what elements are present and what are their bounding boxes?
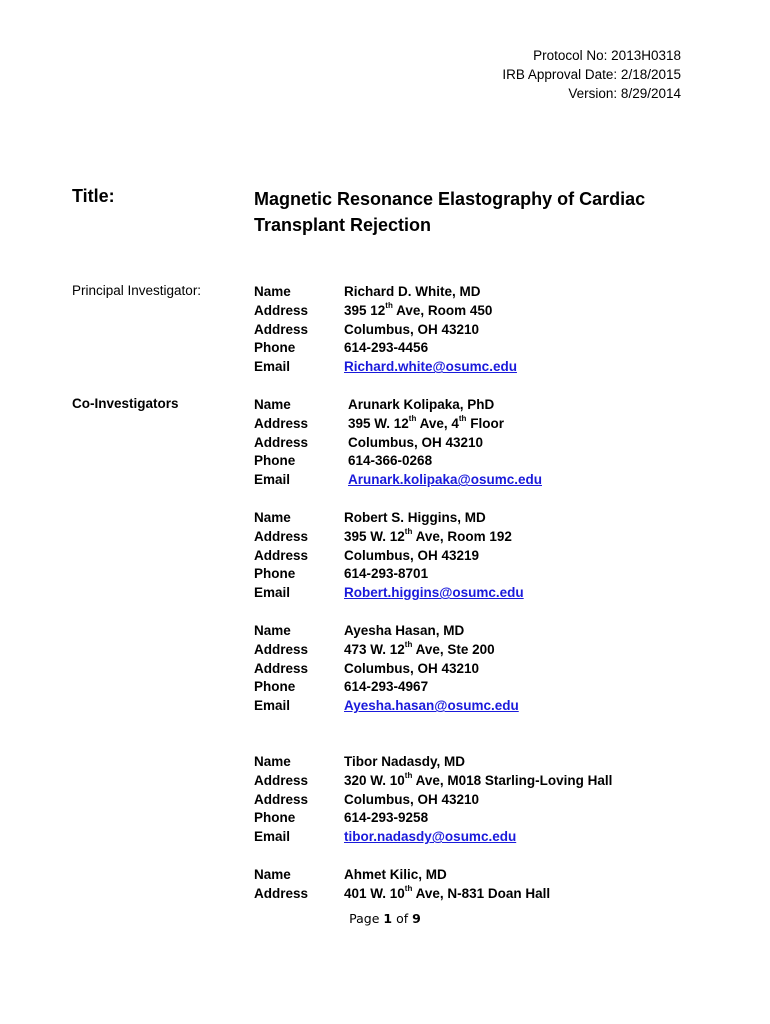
page-word: Page [349, 911, 380, 926]
pi-city-row [254, 321, 517, 340]
field-key: Email [254, 698, 291, 714]
name-row [254, 622, 519, 641]
field-key: Phone [254, 453, 296, 469]
co-investigator-block [254, 396, 542, 490]
field-key: Address [254, 641, 309, 657]
phone-row [254, 809, 612, 828]
pi-city: Columbus, OH 43210 [344, 321, 480, 337]
investigator-email-link[interactable]: Ayesha.hasan@osumc.edu [344, 698, 519, 714]
address-row [254, 885, 550, 904]
investigator-city: Columbus, OH 43219 [344, 547, 480, 563]
field-key: Name [254, 397, 291, 412]
investigator-phone: 614-366-0268 [348, 453, 433, 469]
investigator-city: Columbus, OH 43210 [344, 660, 480, 676]
principal-investigator-label: Principal Investigator: [72, 283, 202, 298]
field-key: Email [254, 359, 291, 375]
pi-name: Richard D. White, MD [344, 284, 481, 299]
investigator-email-link[interactable]: tibor.nadasdy@osumc.edu [344, 829, 517, 845]
page-footer [0, 911, 770, 926]
address-row [254, 772, 612, 791]
email-row [254, 471, 542, 490]
address-row [254, 528, 524, 547]
investigator-name: Ahmet Kilic, MD [344, 867, 447, 882]
pi-email-row [254, 358, 517, 377]
investigator-name: Robert S. Higgins, MD [344, 510, 486, 525]
field-key: Email [254, 585, 291, 601]
name-row [254, 396, 542, 415]
email-row [254, 584, 524, 603]
investigator-address: 395 W. 12th Ave, 4th Floor [348, 414, 504, 431]
field-key: Address [254, 547, 309, 563]
field-key: Name [254, 284, 291, 299]
name-row [254, 753, 612, 772]
version-date: Version: 8/29/2014 [568, 86, 681, 101]
address-row [254, 415, 542, 434]
address-row [254, 641, 519, 660]
field-key: Name [254, 623, 291, 638]
investigator-name: Ayesha Hasan, MD [344, 623, 465, 638]
investigator-address: 473 W. 12th Ave, Ste 200 [344, 640, 495, 657]
field-key: Phone [254, 340, 296, 356]
investigator-city: Columbus, OH 43210 [344, 791, 480, 807]
city-row [254, 660, 519, 679]
field-key: Address [254, 885, 309, 901]
field-key: Phone [254, 810, 296, 826]
title-line-1: Magnetic Resonance Elastography of Cardiac [254, 189, 646, 209]
field-key: Address [254, 528, 309, 544]
total-pages: 9 [412, 911, 421, 926]
investigator-phone: 614-293-4967 [344, 679, 429, 695]
field-key: Address [254, 434, 309, 450]
field-key: Name [254, 867, 291, 882]
pi-address: 395 12th Ave, Room 450 [344, 301, 493, 318]
name-row [254, 509, 524, 528]
irb-approval-date: IRB Approval Date: 2/18/2015 [502, 67, 681, 82]
pi-phone-row [254, 339, 517, 358]
document-header [502, 46, 681, 103]
field-key: Name [254, 754, 291, 769]
co-investigator-block [254, 509, 524, 603]
field-key: Phone [254, 566, 296, 582]
email-row [254, 697, 519, 716]
field-key: Name [254, 510, 291, 525]
co-investigator-block [254, 622, 519, 716]
investigator-name: Arunark Kolipaka, PhD [348, 397, 495, 412]
investigator-phone: 614-293-9258 [344, 810, 429, 826]
co-investigator-block [254, 753, 612, 847]
investigator-phone: 614-293-8701 [344, 566, 429, 582]
phone-row [254, 678, 519, 697]
investigator-name: Tibor Nadasdy, MD [344, 754, 466, 769]
field-key: Address [254, 660, 309, 676]
principal-investigator-block [254, 283, 517, 377]
protocol-number: Protocol No: 2013H0318 [533, 48, 681, 63]
pi-email-link[interactable]: Richard.white@osumc.edu [344, 359, 517, 375]
investigator-address: 320 W. 10th Ave, M018 Starling-Loving Hall [344, 771, 613, 788]
city-row [254, 547, 524, 566]
field-key: Email [254, 829, 291, 845]
city-row [254, 791, 612, 810]
of-word: of [396, 911, 409, 926]
phone-row [254, 565, 524, 584]
field-key: Address [254, 321, 309, 337]
field-key: Email [254, 472, 291, 488]
email-row [254, 828, 612, 847]
pi-name-row [254, 283, 517, 302]
city-row [254, 434, 542, 453]
co-investigator-block [254, 866, 550, 904]
document-title [254, 186, 674, 238]
investigator-email-link[interactable]: Arunark.kolipaka@osumc.edu [348, 472, 542, 488]
current-page: 1 [383, 911, 393, 926]
investigator-address: 395 W. 12th Ave, Room 192 [344, 527, 512, 544]
title-line-2: Transplant Rejection [254, 215, 432, 235]
pi-address-row [254, 302, 517, 321]
co-investigators-label: Co-Investigators [72, 396, 179, 411]
phone-row [254, 452, 542, 471]
investigator-city: Columbus, OH 43210 [348, 434, 484, 450]
field-key: Address [254, 772, 309, 788]
name-row [254, 866, 550, 885]
title-label: Title: [72, 186, 115, 206]
investigator-address: 401 W. 10th Ave, N-831 Doan Hall [344, 884, 551, 901]
pi-phone: 614-293-4456 [344, 340, 429, 356]
field-key: Address [254, 791, 309, 807]
field-key: Address [254, 415, 309, 431]
investigator-email-link[interactable]: Robert.higgins@osumc.edu [344, 585, 524, 601]
field-key: Phone [254, 679, 296, 695]
field-key: Address [254, 302, 309, 318]
